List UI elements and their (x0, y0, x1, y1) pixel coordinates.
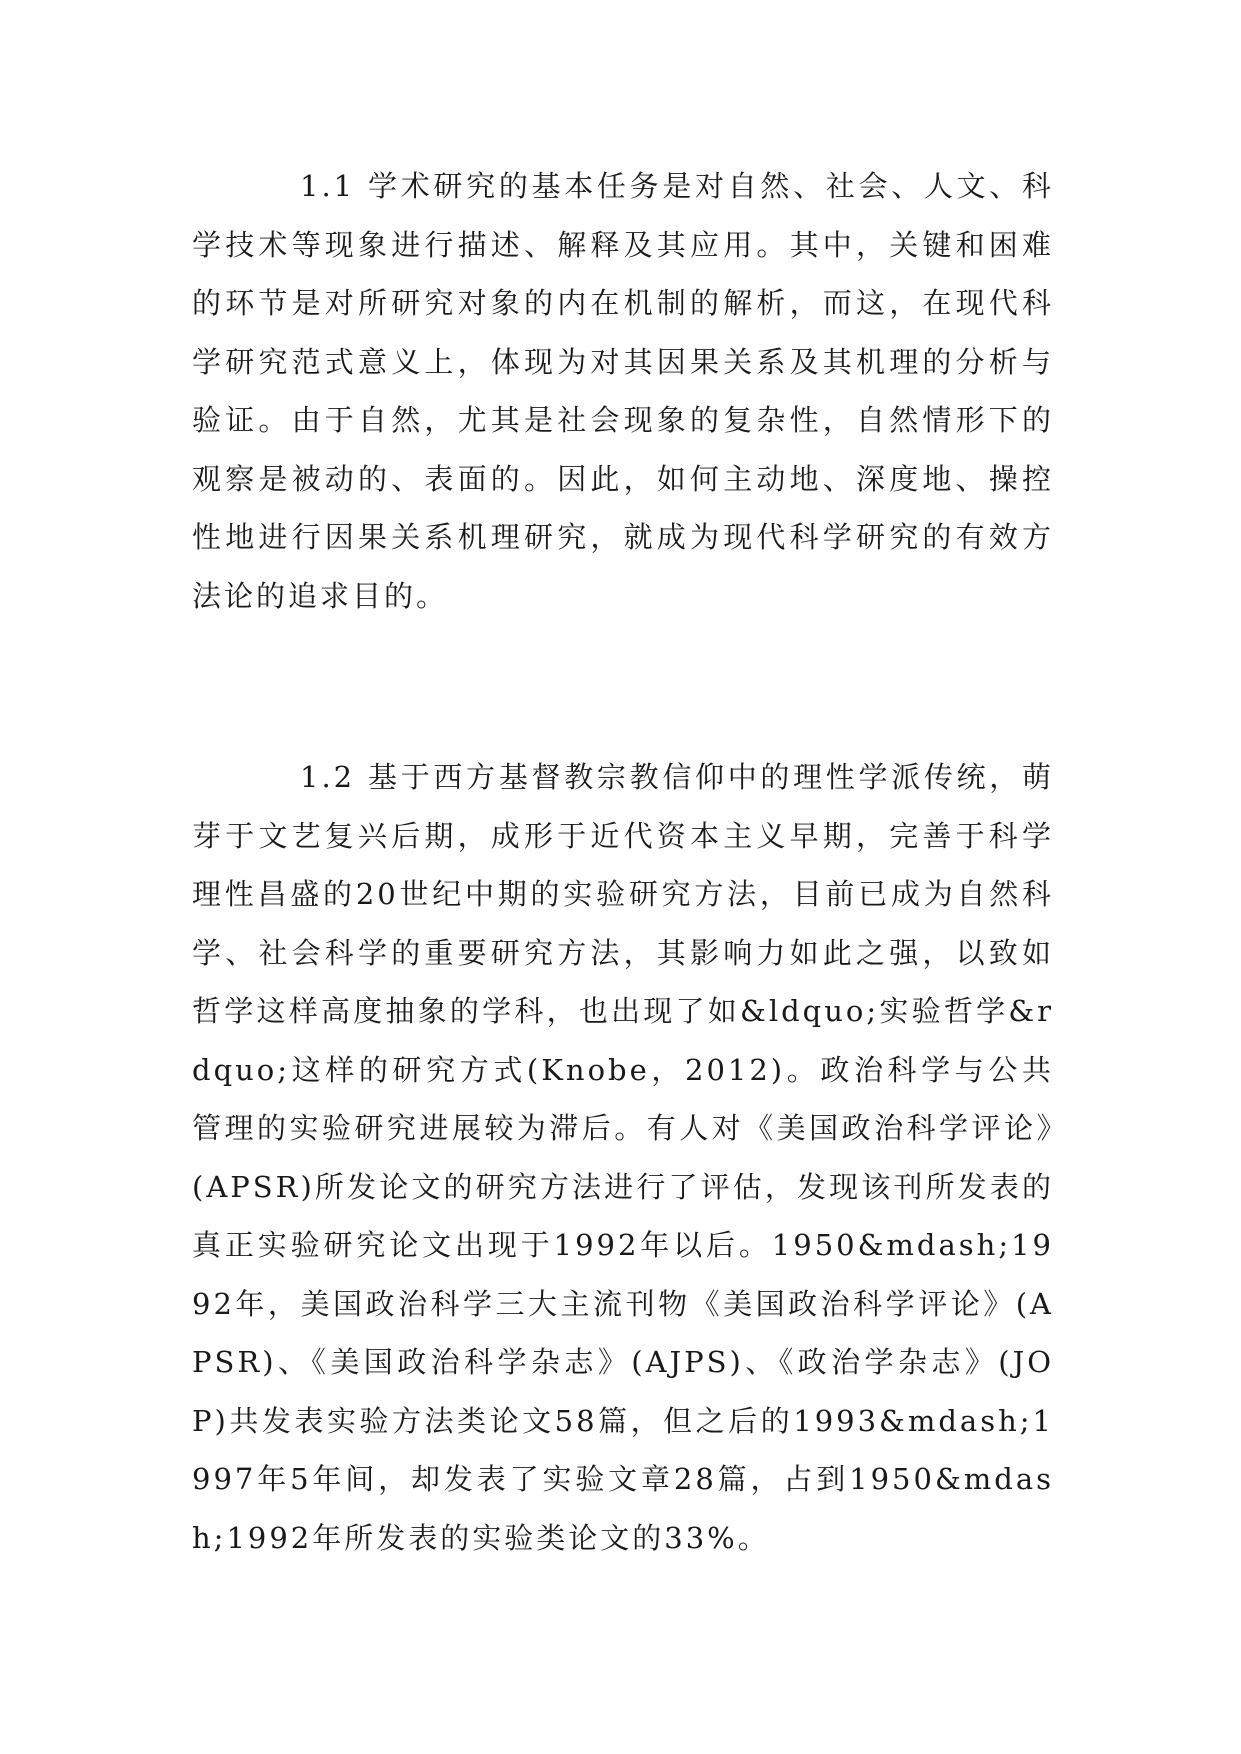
paragraph-1-2: 1.2 基于西方基督教宗教信仰中的理性学派传统，萌芽于文艺复兴后期，成形于近代资本主义早期，完善于科学理性昌盛的20世纪中期的实验研究方法，目前已成为自然科学、社会科学的重要研究方法，其影响力如此之强，以致如哲学这样高度抽象的学科，也出现了如&ldquo;实验哲学&rdquo;这样的研究方式(Knobe，2012)。政治科学与公共管理的实验研究进展较为滞后。有人对《美国政治科学评论》(APSR)所发论文的研究方法进行了评估，发现该刊所发表的真正实验研究论文出现于1992年以后。1950&mdash;1992年，美国政治科学三大主流刊物《美国政治科学评论》(APSR)、《美国政治科学杂志》(AJPS)、《政治学杂志》(JOP)共发表实验方法类论文58篇，但之后的1993&mdash;1997年5年间，却发表了实验文章28篇，占到1950&mdash;1992年所发表的实验类论文的33%。 (192, 760, 1054, 1555)
paragraph-1-1: 1.1 学术研究的基本任务是对自然、社会、人文、科学技术等现象进行描述、解释及其应用。其中，关键和困难的环节是对所研究对象的内在机制的解析，而这，在现代科学研究范式意义上，体现为对其因果关系及其机理的分析与验证。由于自然，尤其是社会现象的复杂性，自然情形下的观察是被动的、表面的。因此，如何主动地、深度地、操控性地进行因果关系机理研究，就成为现代科学研究的有效方法论的追求目的。 (192, 169, 1054, 613)
